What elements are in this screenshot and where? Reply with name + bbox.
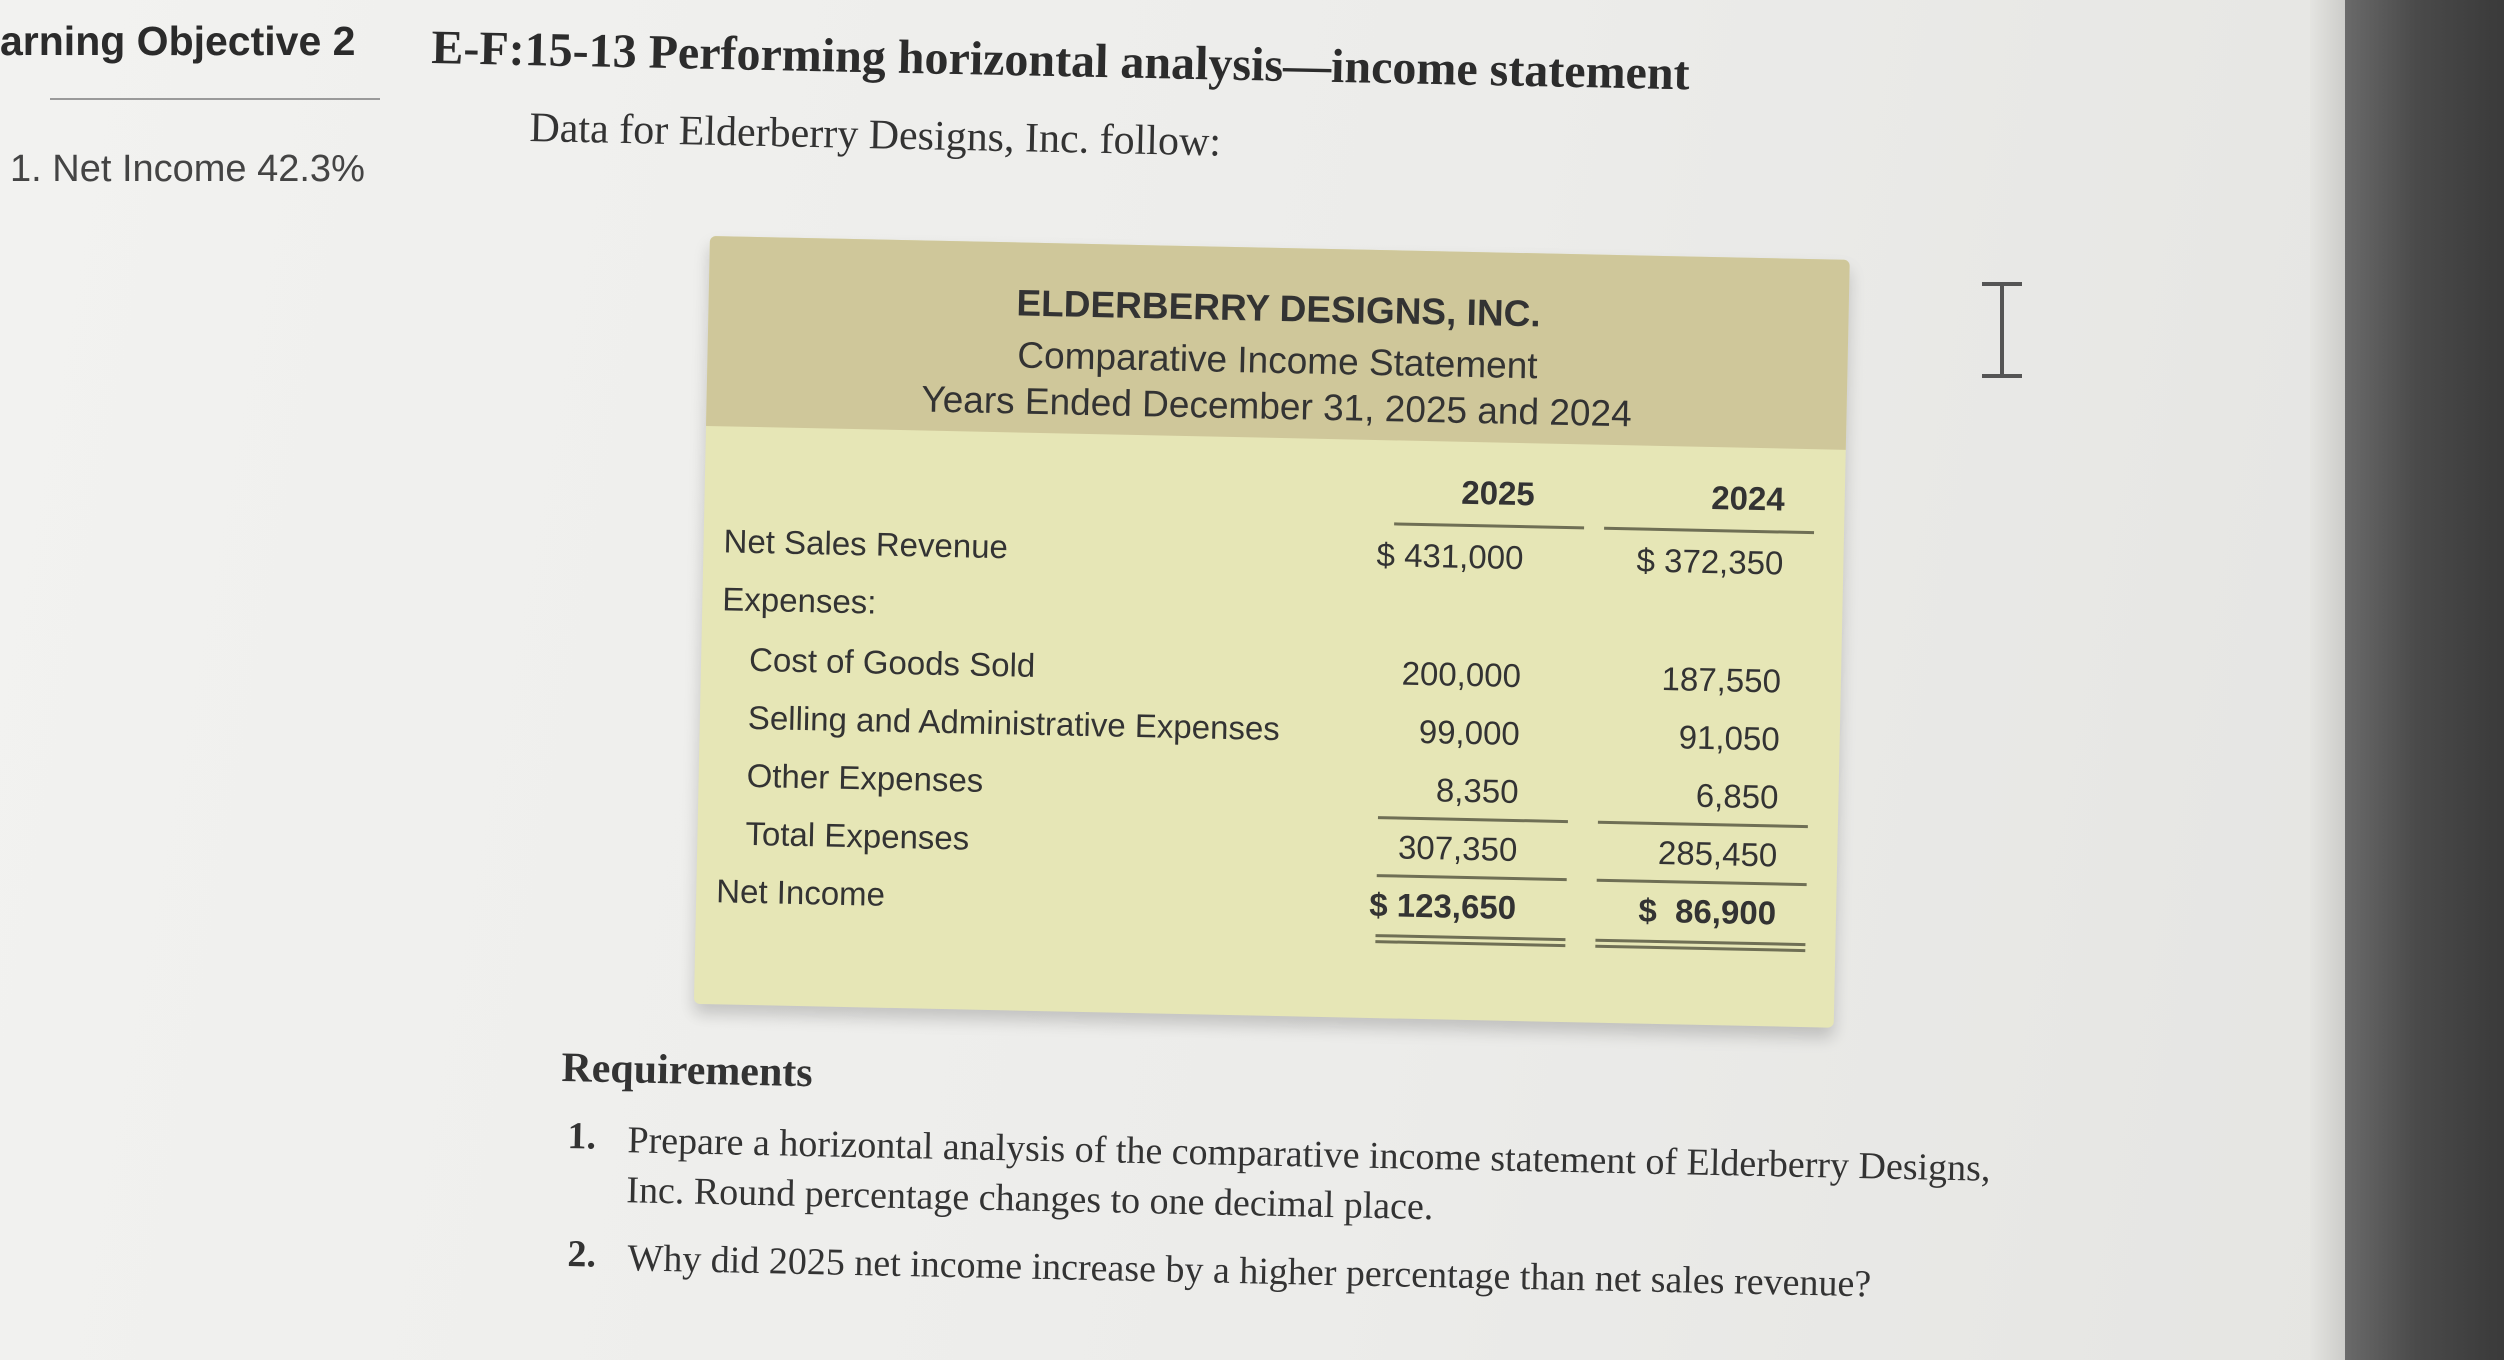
page-gutter	[2345, 0, 2504, 1360]
text-cursor-icon	[1972, 280, 2032, 380]
requirement-text: Prepare a horizontal analysis of the comparative income statement of Elderberry Designs, Inc. Round percentage changes to one decimal place.	[625, 1119, 1991, 1229]
requirement-number: 1.	[567, 1114, 597, 1158]
learning-objective-label: arning Objective 2	[0, 18, 356, 64]
value-2024: $ 86,900	[1638, 891, 1777, 932]
value-2024: $ 372,350	[1636, 541, 1784, 582]
page-edge	[2310, 0, 2350, 1360]
income-statement-table	[694, 236, 1850, 1028]
divider	[50, 98, 380, 100]
value-2024: 6,850	[1695, 776, 1779, 816]
row-label: Cost of Goods Sold	[748, 640, 1036, 684]
requirements-title: Requirements	[561, 1044, 814, 1097]
row-label: Total Expenses	[745, 814, 970, 857]
row-label: Expenses:	[722, 580, 877, 621]
statement-header	[706, 236, 1850, 450]
statement-title: Comparative Income Statement	[1016, 334, 1539, 387]
column-header-2024: 2024	[1710, 479, 1786, 518]
value-2025: $ 123,650	[1368, 885, 1517, 927]
value-2024: 285,450	[1657, 833, 1778, 874]
double-underline	[1595, 939, 1805, 952]
value-2025: 8,350	[1435, 771, 1519, 811]
row-label: Net Income	[715, 872, 886, 913]
column-header-2025: 2025	[1460, 473, 1536, 513]
requirement-text: Why did 2025 net income increase by a higher percentage than net sales revenue?	[627, 1237, 1872, 1306]
handwritten-answer: 1. Net Income 42.3%	[10, 148, 365, 190]
row-label: Other Expenses	[746, 756, 984, 799]
row-label: Net Sales Revenue	[723, 522, 1009, 566]
value-2025: 307,350	[1397, 828, 1518, 869]
company-name: ELDERBERRY DESIGNS, INC.	[1016, 282, 1542, 335]
exercise-title: E-F:15-13 Performing horizontal analysis—income statement	[430, 20, 1691, 101]
value-2025: 99,000	[1418, 712, 1521, 753]
statement-period: Years Ended December 31, 2025 and 2024	[921, 378, 1633, 435]
exercise-intro: Data for Elderberry Designs, Inc. follow:	[529, 104, 1222, 166]
requirement-number: 2.	[567, 1232, 597, 1276]
requirement-item	[566, 1114, 2068, 1255]
value-2025: 200,000	[1401, 654, 1522, 695]
row-label: Selling and Administrative Expenses	[747, 698, 1281, 748]
column-rule	[1604, 527, 1814, 534]
value-2024: 91,050	[1678, 718, 1781, 758]
column-rule	[1394, 522, 1584, 529]
value-2025: $ 431,000	[1376, 536, 1524, 577]
value-2024: 187,550	[1661, 660, 1782, 700]
double-underline	[1375, 934, 1565, 947]
